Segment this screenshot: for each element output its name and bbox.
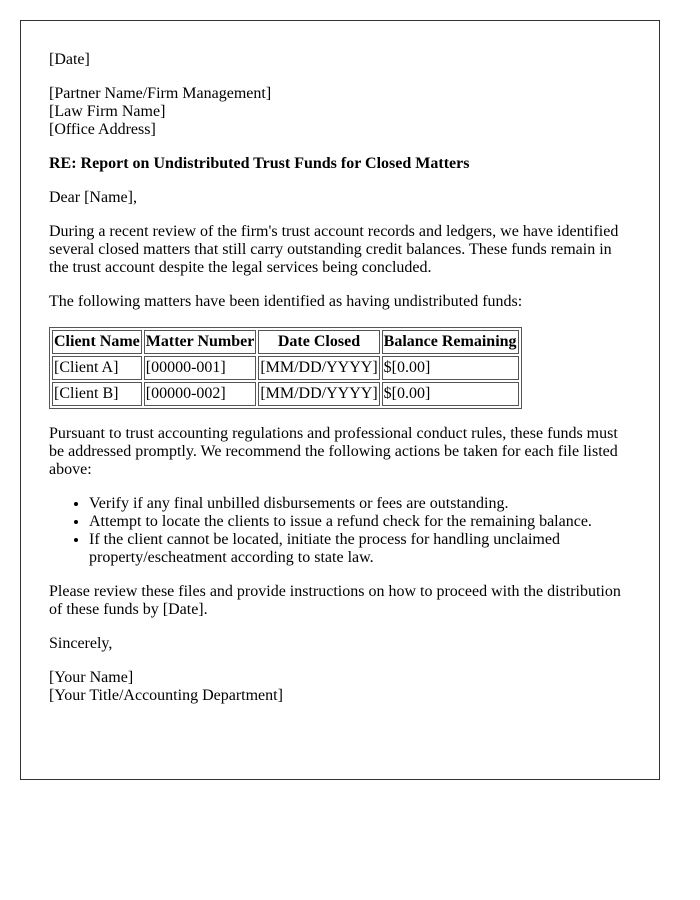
- salutation: Dear [Name],: [49, 189, 137, 206]
- action-item: • Verify if any final unbilled disbursements or fees are outstanding.: [89, 495, 631, 513]
- actions-list: [49, 495, 631, 567]
- intro-paragraph: During a recent review of the firm's trust account records and ledgers, we have identified several closed matters that still carry outstanding credit balances. These funds remain in the trust account despite the legal services being concluded.: [49, 223, 619, 276]
- cell-date-closed: [MM/DD/YYYY]: [258, 382, 379, 406]
- closing-request: Please review these files and provide instructions on how to proceed with the distribution of these funds by [Date].: [49, 583, 621, 618]
- cell-date-closed: [MM/DD/YYYY]: [258, 356, 379, 380]
- cell-client-name: [Client A]: [52, 356, 142, 380]
- matters-table: [49, 327, 522, 409]
- cell-balance-remaining: $[0.00]: [382, 382, 519, 406]
- signature-name: [Your Name]: [49, 669, 134, 686]
- header-matter-number: Matter Number: [144, 330, 257, 354]
- letter-date: [Date]: [49, 51, 90, 68]
- cell-balance-remaining: $[0.00]: [382, 356, 519, 380]
- action-item: • If the client cannot be located, initiate the process for handling unclaimed property/escheatment according to state law.: [89, 531, 631, 567]
- cell-matter-number: [00000-001]: [144, 356, 257, 380]
- table-row: [52, 356, 519, 380]
- table-intro: The following matters have been identified as having undistributed funds:: [49, 293, 523, 310]
- signature-block: [49, 669, 631, 705]
- table-header-row: [52, 330, 519, 354]
- closing: Sincerely,: [49, 635, 113, 652]
- recommendation-paragraph: Pursuant to trust accounting regulations and professional conduct rules, these funds must be addressed promptly. We recommend the following actions be taken for each file listed above:: [49, 425, 618, 478]
- recipient-name: [Partner Name/Firm Management]: [49, 85, 272, 102]
- header-client-name: Client Name: [52, 330, 142, 354]
- cell-client-name: [Client B]: [52, 382, 142, 406]
- signature-title: [Your Title/Accounting Department]: [49, 687, 283, 704]
- recipient-firm: [Law Firm Name]: [49, 103, 166, 120]
- recipient-block: [49, 85, 631, 139]
- header-date-closed: Date Closed: [258, 330, 379, 354]
- cell-matter-number: [00000-002]: [144, 382, 257, 406]
- recipient-address: [Office Address]: [49, 121, 156, 138]
- header-balance-remaining: Balance Remaining: [382, 330, 519, 354]
- letter-page: [20, 20, 660, 780]
- subject-line: RE: Report on Undistributed Trust Funds for Closed Matters: [49, 155, 470, 172]
- action-item: • Attempt to locate the clients to issue a refund check for the remaining balance.: [89, 513, 631, 531]
- table-row: [52, 382, 519, 406]
